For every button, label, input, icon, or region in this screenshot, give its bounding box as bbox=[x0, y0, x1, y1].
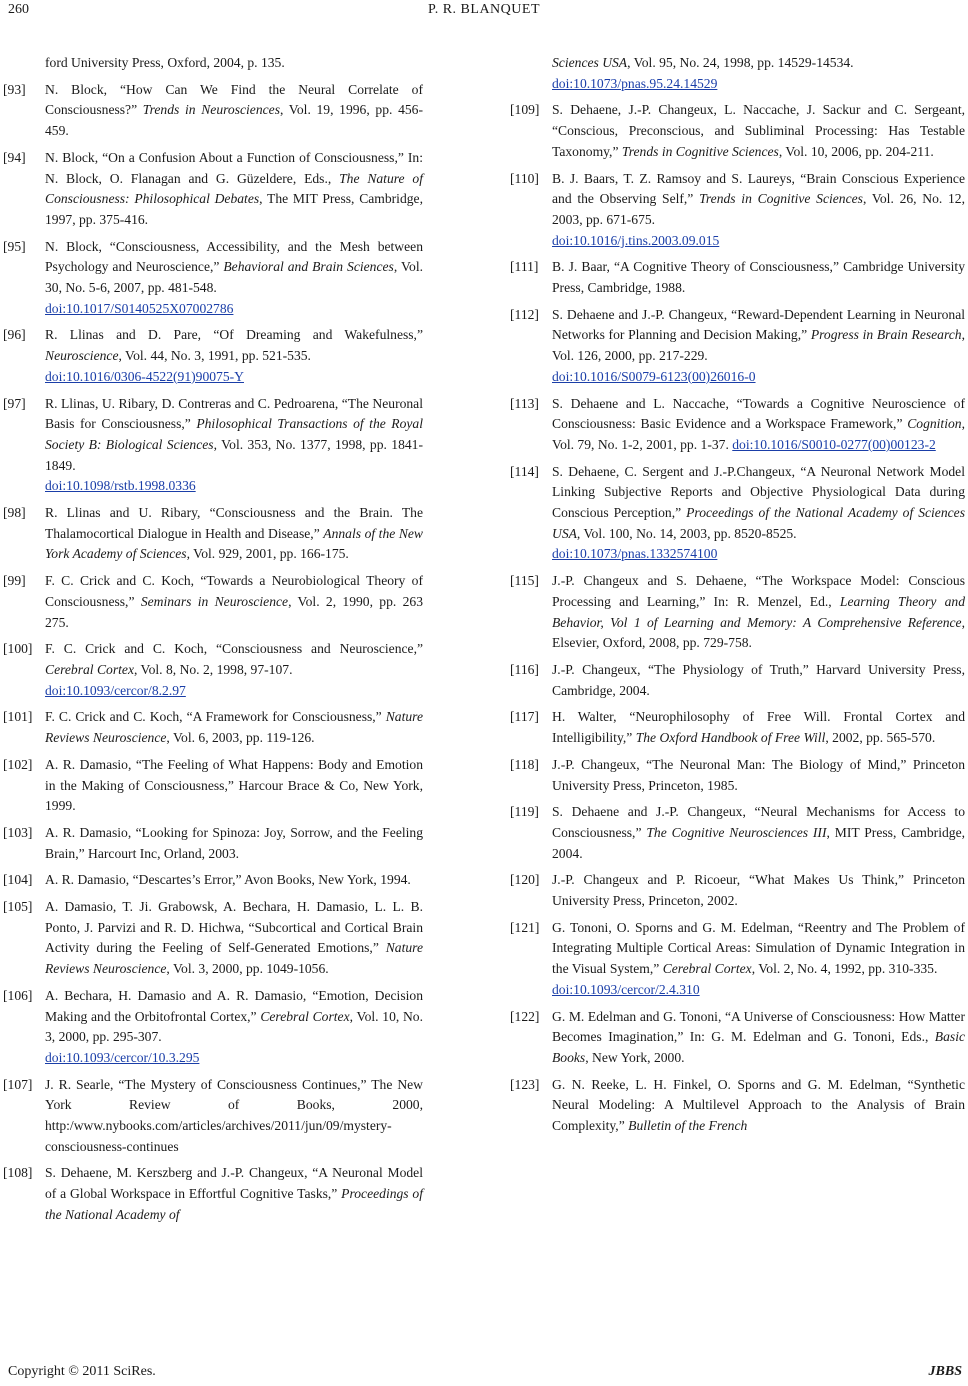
reference-number: [101] bbox=[3, 709, 33, 725]
reference-number: [97] bbox=[3, 395, 26, 411]
reference-number: [93] bbox=[3, 81, 26, 97]
reference-authors-title: G. N. Reeke, L. H. Finkel, O. Sporns and G. M. Edelman, “Synthetic Neural Modeling: A Multilevel Approach to the Analysis of Brain Complexity,” bbox=[552, 1076, 965, 1134]
reference-item bbox=[507, 755, 965, 796]
reference-text bbox=[552, 802, 965, 864]
reference-item bbox=[0, 394, 423, 498]
reference-number: [120] bbox=[510, 872, 540, 888]
doi-link[interactable]: doi:10.1098/rstb.1998.0336 bbox=[45, 478, 196, 494]
reference-details: , Vol. 126, 2000, pp. 217-229. bbox=[552, 327, 966, 364]
reference-number: [118] bbox=[510, 756, 539, 772]
doi-link[interactable]: doi:10.1016/j.tins.2003.09.015 bbox=[552, 232, 720, 248]
reference-item bbox=[0, 237, 423, 320]
journal-title: Learning Theory and Behavior, Vol 1 of Learning and Memory: A Comprehensive Reference bbox=[552, 593, 965, 630]
reference-item bbox=[0, 1163, 423, 1225]
reference-authors-title: S. Dehaene and L. Naccache, “Towards a Cognitive Neuroscience of Consciousness: Basic Evidence and a Workspace Framework,” bbox=[552, 395, 965, 432]
reference-text bbox=[45, 80, 423, 142]
reference-list-left bbox=[0, 80, 423, 1226]
reference-authors-title: H. Walter, “Neurophilosophy of Free Will. Frontal Cortex and Intelligibility,” bbox=[552, 709, 965, 746]
right-column bbox=[507, 53, 965, 1143]
reference-details: , Vol. 10, 2006, pp. 204-211. bbox=[778, 143, 934, 159]
reference-text bbox=[45, 755, 423, 817]
reference-item bbox=[0, 986, 423, 1069]
reference-details: , Vol. 79, No. 1-2, 2001, pp. 1-37. bbox=[552, 416, 965, 452]
reference-text bbox=[552, 169, 965, 252]
reference-authors-title: S. Dehaene, C. Sergent and J.-P.Changeux, “A Neuronal Network Model Linking Subjective Reports and Objective Physiological Data during Conscious Perception,” bbox=[552, 463, 965, 521]
journal-title: The Nature of Consciousness: Philosophical Debates bbox=[45, 170, 423, 207]
reference-number: [117] bbox=[510, 709, 539, 725]
reference-item bbox=[507, 660, 965, 701]
reference-details: , Vol. 95, No. 24, 1998, pp. 14529-14534. bbox=[627, 55, 854, 70]
journal-title: Bulletin of the French bbox=[628, 1118, 748, 1134]
reference-item bbox=[507, 462, 965, 566]
reference-text bbox=[45, 986, 423, 1069]
reference-number: [96] bbox=[3, 327, 26, 343]
reference-details: , Vol. 3, 2000, pp. 1049-1056. bbox=[166, 961, 329, 977]
reference-authors-title: N. Block, “On a Confusion About a Function of Consciousness,” In: N. Block, O. Flanagan and G. Güzeldere, Eds., bbox=[45, 149, 423, 186]
reference-authors-title: J.-P. Changeux, “The Physiology of Truth,” Harvard University Press, Cambridge, 2004. bbox=[552, 661, 965, 698]
reference-item bbox=[507, 305, 965, 388]
reference-details: , Vol. 19, 1996, pp. 456-459. bbox=[45, 102, 423, 139]
reference-text bbox=[552, 571, 965, 654]
reference-continuation: ford University Press, Oxford, 2004, p. 135. bbox=[45, 55, 285, 70]
reference-number: [98] bbox=[3, 505, 26, 521]
reference-authors-title: S. Dehaene and J.-P. Changeux, “Reward-Dependent Learning in Neuronal Networks for Planning and Decision Making,” bbox=[552, 306, 965, 343]
reference-text bbox=[45, 237, 423, 320]
reference-number: [107] bbox=[3, 1076, 33, 1092]
reference-number: [122] bbox=[510, 1008, 540, 1024]
reference-authors-title: F. C. Crick and C. Koch, “Towards a Neurobiological Theory of Consciousness,” bbox=[45, 573, 423, 609]
reference-text bbox=[552, 462, 965, 566]
reference-details: , Vol. 353, No. 1377, 1998, pp. 1841-1849. bbox=[45, 436, 423, 473]
journal-title: Cognition bbox=[907, 416, 962, 432]
doi-link[interactable]: doi:10.1016/0306-4522(91)90075-Y bbox=[45, 368, 244, 384]
reference-number: [115] bbox=[510, 573, 539, 589]
reference-details: , Vol. 26, No. 12, 2003, pp. 671-675. bbox=[552, 191, 965, 227]
reference-text bbox=[552, 1075, 965, 1137]
reference-item bbox=[507, 394, 965, 456]
reference-number: [103] bbox=[3, 824, 33, 840]
reference-authors-title: B. J. Baars, T. Z. Ramsoy and S. Laureys, “Brain Conscious Experience and the Observing Self,” bbox=[552, 170, 965, 207]
reference-item bbox=[507, 802, 965, 864]
reference-text bbox=[45, 148, 423, 231]
reference-details: , Vol. 44, No. 3, 1991, pp. 521-535. bbox=[118, 348, 311, 364]
reference-details: , Vol. 6, 2003, pp. 119-126. bbox=[166, 730, 315, 746]
reference-item bbox=[0, 1075, 423, 1158]
reference-number: [105] bbox=[3, 899, 33, 915]
reference-number: [110] bbox=[510, 170, 539, 186]
reference-item bbox=[0, 148, 423, 231]
reference-authors-title: R. Llinas and D. Pare, “Of Dreaming and Wakefulness,” bbox=[45, 327, 423, 343]
reference-details: , New York, 2000. bbox=[585, 1049, 685, 1065]
reference-item bbox=[0, 639, 423, 701]
reference-number: [114] bbox=[510, 463, 539, 479]
reference-text bbox=[552, 100, 965, 162]
reference-text bbox=[552, 707, 965, 748]
reference-number: [95] bbox=[3, 238, 26, 254]
running-header: P. R. BLANQUET bbox=[427, 2, 540, 17]
reference-authors-title: A. Damasio, T. Ji. Grabowsk, A. Bechara, H. Damasio, L. L. B. Ponto, J. Parvizi and R. D. Hichwa, “Subcortical and Cortical Brain Activity during the Feeling of Self-Generated Emotions,” bbox=[45, 899, 423, 956]
journal-title: Sciences USA bbox=[552, 55, 628, 70]
reference-text bbox=[552, 1007, 965, 1069]
reference-authors-title: R. Llinas and U. Ribary, “Consciousness and the Brain. The Thalamocortical Dialogue in Health and Disease,” bbox=[45, 505, 423, 541]
reference-details: , MIT Press, Cambridge, 2004. bbox=[552, 824, 965, 861]
reference-authors-title: J.-P. Changeux and P. Ricoeur, “What Makes Us Think,” Princeton University Press, Princeton, 2002. bbox=[552, 872, 965, 909]
reference-item bbox=[507, 870, 965, 911]
doi-link[interactable]: doi:10.1093/cercor/10.3.295 bbox=[45, 1049, 200, 1065]
journal-title: Seminars in Neuroscience bbox=[140, 593, 289, 609]
reference-authors-title: S. Dehaene and J.-P. Changeux, “Neural Mechanisms for Access to Consciousness,” bbox=[552, 804, 965, 840]
doi-link[interactable]: doi:10.1093/cercor/8.2.97 bbox=[45, 682, 186, 698]
reference-text bbox=[45, 1163, 423, 1225]
journal-title: Basic Books bbox=[552, 1029, 965, 1065]
reference-authors-title: A. R. Damasio, “Looking for Spinoza: Joy, Sorrow, and the Feeling Brain,” Harcourt Inc, Orland, 2003. bbox=[45, 824, 423, 861]
reference-authors-title: G. M. Edelman and G. Tononi, “A Universe of Consciousness: How Matter Becomes Imagination,” In: G. M. Edelman and G. Tononi, Eds., bbox=[552, 1008, 965, 1045]
journal-title: Proceedings of the National Academy of Sciences USA bbox=[552, 505, 965, 541]
reference-text bbox=[552, 755, 965, 796]
reference-authors-title: J.-P. Changeux and S. Dehaene, “The Workspace Model: Conscious Processing and Learning,” In: R. Menzel, Ed., bbox=[552, 573, 965, 609]
reference-text bbox=[552, 660, 965, 701]
reference-details: , The MIT Press, Cambridge, 1997, pp. 375-416. bbox=[45, 191, 423, 227]
doi-link[interactable]: doi:10.1017/S0140525X07002786 bbox=[45, 300, 234, 316]
reference-authors-title: R. Llinas, U. Ribary, D. Contreras and C. Pedroarena, “The Neuronal Basis for Consciousness,” bbox=[45, 395, 423, 432]
reference-item bbox=[507, 100, 965, 162]
reference-details: , Vol. 2, No. 4, 1992, pp. 310-335. bbox=[751, 961, 938, 977]
reference-details: , 2002, pp. 565-570. bbox=[825, 730, 936, 746]
reference-number: [106] bbox=[3, 987, 33, 1003]
reference-details: , Vol. 10, No. 3, 2000, pp. 295-307. bbox=[45, 1008, 423, 1045]
reference-number: [100] bbox=[3, 641, 33, 657]
doi-link[interactable]: doi:10.1016/S0079-6123(00)26016-0 bbox=[552, 368, 756, 384]
reference-item bbox=[507, 257, 965, 298]
reference-text bbox=[552, 257, 965, 298]
journal-title: Nature Reviews Neuroscience bbox=[45, 709, 423, 746]
reference-item bbox=[0, 503, 423, 565]
reference-authors-title: B. J. Baar, “A Cognitive Theory of Consciousness,” Cambridge University Press, Cambridge, 1988. bbox=[552, 259, 965, 296]
reference-authors-title: F. C. Crick and C. Koch, “Consciousness and Neuroscience,” bbox=[45, 641, 423, 657]
reference-text bbox=[45, 897, 423, 980]
journal-title: Nature Reviews Neuroscience bbox=[45, 940, 423, 977]
reference-details: , Vol. 30, No. 5-6, 2007, pp. 481-548. bbox=[45, 259, 424, 296]
reference-item bbox=[0, 571, 423, 633]
journal-title: Trends in Cognitive Sciences bbox=[621, 143, 779, 159]
reference-authors-title: S. Dehaene, J.-P. Changeux, L. Naccache, J. Sackur and C. Sergeant, “Conscious, Preconscious, and Subliminal Processing: Has Testable Taxonomy,” bbox=[552, 102, 965, 159]
reference-number: [116] bbox=[510, 661, 539, 677]
reference-text bbox=[45, 1075, 423, 1158]
reference-authors-title: J.-P. Changeux, “The Neuronal Man: The Biology of Mind,” Princeton University Press, Princeton, 1985. bbox=[552, 756, 965, 793]
reference-item bbox=[0, 823, 423, 864]
reference-number: [99] bbox=[3, 573, 26, 589]
reference-text bbox=[45, 571, 423, 633]
reference-number: [121] bbox=[510, 919, 540, 935]
journal-title: Proceedings of the National Academy of bbox=[45, 1186, 423, 1222]
reference-number: [119] bbox=[510, 804, 539, 820]
reference-number: [113] bbox=[510, 395, 539, 411]
copyright-notice: Copyright © 2011 SciRes. bbox=[8, 1364, 156, 1379]
reference-item bbox=[0, 80, 423, 142]
journal-title: The Oxford Handbook of Free Will bbox=[635, 730, 826, 746]
journal-title: Philosophical Transactions of the Royal Society B: Biological Sciences bbox=[45, 416, 424, 452]
reference-text bbox=[45, 325, 423, 387]
reference-details: , Vol. 2, 1990, pp. 263 275. bbox=[45, 593, 423, 630]
reference-text bbox=[552, 394, 965, 456]
reference-text bbox=[45, 870, 423, 891]
reference-number: [111] bbox=[510, 259, 539, 275]
reference-number: [94] bbox=[3, 149, 26, 165]
reference-number: [108] bbox=[3, 1165, 33, 1181]
reference-authors-title: A. Bechara, H. Damasio and A. R. Damasio, “Emotion, Decision Making and the Orbitofrontal Cortex,” bbox=[45, 987, 423, 1024]
journal-title: Annals of the New York Academy of Sciences bbox=[45, 525, 423, 562]
reference-text bbox=[45, 707, 423, 748]
reference-text bbox=[552, 918, 965, 1001]
reference-item bbox=[507, 1007, 965, 1069]
page-number: 260 bbox=[8, 2, 29, 17]
journal-title: Cerebral Cortex bbox=[662, 961, 752, 977]
reference-number: [123] bbox=[510, 1076, 540, 1092]
reference-item bbox=[507, 707, 965, 748]
reference-item bbox=[0, 897, 423, 980]
journal-title: Cerebral Cortex bbox=[45, 661, 134, 677]
reference-details: , Vol. 100, No. 14, 2003, pp. 8520-8525. bbox=[576, 525, 797, 541]
journal-title: Cerebral Cortex bbox=[260, 1008, 350, 1024]
reference-list-right bbox=[507, 100, 965, 1136]
reference-text bbox=[45, 823, 423, 864]
doi-link[interactable]: doi:10.1093/cercor/2.4.310 bbox=[552, 981, 700, 997]
reference-text bbox=[45, 639, 423, 701]
reference-item bbox=[507, 918, 965, 1001]
reference-item bbox=[507, 169, 965, 252]
reference-authors-title: F. C. Crick and C. Koch, “A Framework for Consciousness,” bbox=[45, 709, 386, 725]
reference-continuation bbox=[552, 53, 965, 94]
reference-authors-title: N. Block, “How Can We Find the Neural Correlate of Consciousness?” bbox=[45, 81, 423, 118]
reference-item bbox=[0, 870, 423, 891]
journal-abbreviation: JBBS bbox=[928, 1364, 962, 1379]
reference-item bbox=[0, 755, 423, 817]
reference-item bbox=[507, 1075, 965, 1137]
reference-details: , Vol. 8, No. 2, 1998, 97-107. bbox=[133, 661, 293, 677]
reference-details: , Elsevier, Oxford, 2008, pp. 729-758. bbox=[552, 614, 965, 651]
reference-authors-title: J. R. Searle, “The Mystery of Consciousness Continues,” The New York Review of Books, 2000, http:/www.nybooks.com/articles/archives/2011/jun/09/mystery-consciousness-continues bbox=[45, 1076, 423, 1154]
reference-text bbox=[45, 503, 423, 565]
reference-authors-title: N. Block, “Consciousness, Accessibility, and the Mesh between Psychology and Neuroscience,” bbox=[45, 238, 423, 275]
journal-title: The Cognitive Neurosciences III bbox=[646, 824, 827, 840]
reference-number: [112] bbox=[510, 306, 539, 322]
reference-authors-title: A. R. Damasio, “The Feeling of What Happens: Body and Emotion in the Making of Consciousness,” Harcour Brace & Co, New York, 1999. bbox=[45, 756, 423, 814]
reference-number: [104] bbox=[3, 872, 33, 888]
left-column bbox=[0, 53, 423, 1232]
reference-item bbox=[0, 325, 423, 387]
reference-authors-title: G. Tononi, O. Sporns and G. M. Edelman, “Reentry and The Problem of Integrating Multiple Cortical Areas: Simulation of Dynamic Integration in the Visual System,” bbox=[552, 919, 965, 977]
journal-title: Progress in Brain Research bbox=[810, 327, 962, 343]
doi-link[interactable]: doi:10.1016/S0010-0277(00)00123-2 bbox=[732, 436, 936, 452]
journal-title: Neuroscience bbox=[45, 348, 119, 364]
doi-link[interactable]: doi:10.1073/pnas.95.24.14529 bbox=[552, 75, 718, 91]
journal-title: Behavioral and Brain Sciences bbox=[223, 259, 394, 275]
reference-text bbox=[552, 870, 965, 911]
reference-authors-title: A. R. Damasio, “Descartes’s Error,” Avon Books, New York, 1994. bbox=[45, 872, 411, 888]
reference-number: [109] bbox=[510, 102, 540, 118]
reference-item bbox=[0, 707, 423, 748]
reference-text bbox=[552, 305, 965, 388]
reference-text bbox=[45, 394, 423, 498]
journal-title: Trends in Cognitive Sciences bbox=[699, 191, 863, 207]
reference-authors-title: S. Dehaene, M. Kerszberg and J.-P. Changeux, “A Neuronal Model of a Global Workspace in Effortful Cognitive Tasks,” bbox=[45, 1165, 423, 1202]
doi-link[interactable]: doi:10.1073/pnas.1332574100 bbox=[552, 546, 718, 562]
reference-number: [102] bbox=[3, 756, 33, 772]
reference-details: , Vol. 929, 2001, pp. 166-175. bbox=[186, 546, 349, 562]
journal-title: Trends in Neurosciences bbox=[142, 102, 280, 118]
reference-item bbox=[507, 571, 965, 654]
